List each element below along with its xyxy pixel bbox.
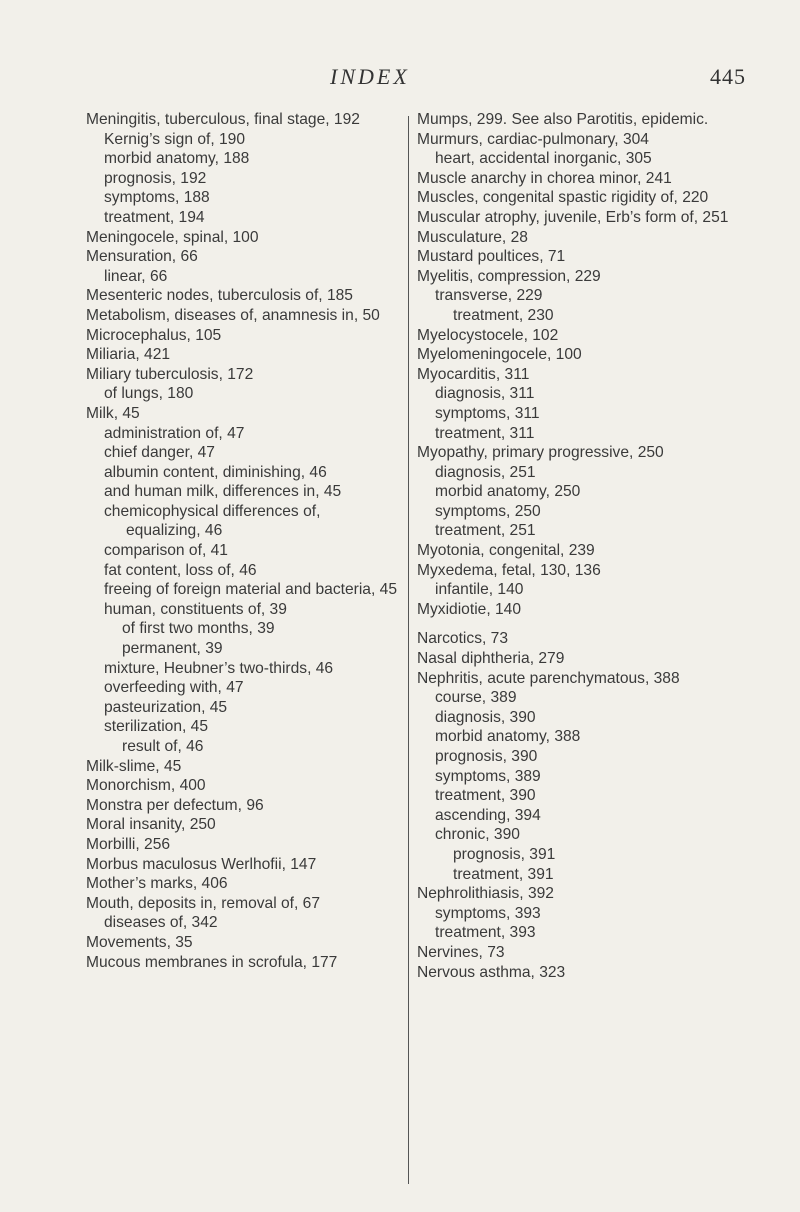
- index-subentry: chemicophysical differences of, equalizing, 46: [104, 502, 321, 540]
- index-subentry: prognosis, 390: [435, 748, 538, 765]
- index-entry: Miliary tuberculosis, 172: [86, 365, 254, 383]
- index-subentry: infantile, 140: [435, 581, 524, 599]
- index-entry: Nephrolithiasis, 392: [417, 885, 554, 903]
- index-subentry: diagnosis, 311: [435, 385, 535, 403]
- index-subentry: course, 389: [435, 689, 517, 707]
- index-entry: Mucous membranes in scrofula, 177: [86, 953, 338, 971]
- index-entry: Musculature, 28: [417, 228, 528, 246]
- index-subentry: morbid anatomy, 250: [435, 483, 581, 501]
- index-subentry: human, constituents of, 39: [104, 600, 287, 618]
- index-entry: Mumps, 299. See also Parotitis, epidemic.: [417, 111, 709, 128]
- index-subentry: morbid anatomy, 388: [435, 728, 581, 746]
- index-subentry: treatment, 194: [104, 208, 205, 226]
- index-subentry: symptoms, 389: [435, 767, 541, 785]
- index-entry: Metabolism, diseases of, anamnesis in, 50: [86, 306, 380, 324]
- index-subentry: chronic, 390: [435, 826, 520, 844]
- index-entry: Movements, 35: [86, 933, 193, 951]
- index-entry: Myelitis, compression, 229: [417, 267, 601, 285]
- index-entry: Narcotics, 73: [417, 630, 508, 648]
- page-header: [0, 62, 800, 92]
- index-entry: Myxidiotie, 140: [417, 600, 522, 618]
- index-subentry: pasteurization, 45: [104, 698, 228, 716]
- index-entry: Nervous asthma, 323: [417, 963, 566, 981]
- index-entry: Milk-slime, 45: [86, 757, 182, 775]
- index-entry: Muscles, congenital spastic rigidity of, 220: [417, 189, 709, 207]
- index-entry: Mother’s marks, 406: [86, 875, 228, 893]
- index-entry: Meningocele, spinal, 100: [86, 228, 259, 246]
- index-entry: Mensuration, 66: [86, 248, 198, 266]
- index-subentry: result of, 46: [122, 738, 204, 755]
- index-column-right: [417, 110, 729, 982]
- running-title: INDEX: [330, 64, 410, 89]
- index-column-left: [86, 110, 398, 972]
- index-subentry: transverse, 229: [435, 287, 543, 305]
- index-subentry: of lungs, 180: [104, 385, 194, 403]
- index-subentry: of first two months, 39: [122, 620, 275, 638]
- index-entry: Myocarditis, 311: [417, 365, 530, 383]
- index-entry: Microcephalus, 105: [86, 326, 222, 344]
- index-subentry: diagnosis, 390: [435, 708, 536, 726]
- index-entry: Nephritis, acute parenchymatous, 388: [417, 669, 680, 687]
- index-subentry: freeing of foreign material and bacteria, 45: [104, 581, 397, 599]
- index-entry: Myelocystocele, 102: [417, 326, 559, 344]
- column-divider: [408, 116, 409, 1184]
- index-subentry: albumin content, diminishing, 46: [104, 463, 327, 481]
- index-entry: Morbilli, 256: [86, 835, 171, 853]
- index-entry: Nasal diphtheria, 279: [417, 650, 565, 668]
- index-entry: Milk, 45: [86, 404, 140, 422]
- index-subentry: symptoms, 311: [435, 404, 540, 422]
- index-entry: Myxedema, fetal, 130, 136: [417, 561, 601, 579]
- index-subentry: diseases of, 342: [104, 914, 218, 932]
- index-subentry: symptoms, 393: [435, 904, 541, 922]
- index-entry: Murmurs, cardiac-pulmonary, 304: [417, 130, 649, 148]
- index-entry: Morbus maculosus Werlhofii, 147: [86, 855, 317, 873]
- index-subentry: diagnosis, 251: [435, 463, 536, 481]
- index-entry: Miliaria, 421: [86, 346, 171, 364]
- index-subentry: treatment, 393: [435, 924, 536, 942]
- index-subentry: symptoms, 250: [435, 502, 541, 520]
- index-entry: Monstra per defectum, 96: [86, 796, 264, 814]
- index-subentry: ascending, 394: [435, 806, 541, 824]
- index-subentry: treatment, 390: [435, 787, 536, 805]
- index-entry: Nervines, 73: [417, 943, 505, 961]
- index-subentry: overfeeding with, 47: [104, 679, 244, 697]
- index-subentry: treatment, 391: [453, 865, 554, 883]
- index-subentry: morbid anatomy, 188: [104, 150, 250, 168]
- index-subentry: and human milk, differences in, 45: [104, 483, 342, 501]
- index-subentry: fat content, loss of, 46: [104, 561, 257, 579]
- index-entry: Myopathy, primary progressive, 250: [417, 444, 664, 462]
- index-subentry: administration of, 47: [104, 424, 245, 442]
- index-subentry: linear, 66: [104, 267, 168, 285]
- index-entry: Mouth, deposits in, removal of, 67: [86, 894, 321, 912]
- index-entry: Monorchism, 400: [86, 777, 206, 795]
- index-entry: Myotonia, congenital, 239: [417, 542, 595, 560]
- index-entry: Moral insanity, 250: [86, 816, 216, 834]
- index-subentry: treatment, 311: [435, 424, 535, 442]
- index-entry: Mesenteric nodes, tuberculosis of, 185: [86, 287, 353, 305]
- index-subentry: heart, accidental inorganic, 305: [435, 150, 652, 168]
- index-subentry: prognosis, 192: [104, 169, 207, 187]
- index-subentry: treatment, 251: [435, 522, 536, 540]
- index-subentry: comparison of, 41: [104, 542, 228, 560]
- index-subentry: treatment, 230: [453, 306, 554, 324]
- index-entry: Meningitis, tuberculous, final stage, 192: [86, 111, 360, 128]
- index-subentry: prognosis, 391: [453, 845, 556, 863]
- page-number: 445: [710, 64, 746, 89]
- index-subentry: Kernig’s sign of, 190: [104, 130, 246, 148]
- index-subentry: permanent, 39: [122, 640, 223, 658]
- index-subentry: mixture, Heubner’s two-thirds, 46: [104, 659, 334, 677]
- index-subentry: chief danger, 47: [104, 444, 215, 462]
- index-subentry: symptoms, 188: [104, 189, 210, 207]
- index-subentry: sterilization, 45: [104, 718, 209, 736]
- index-entry: Mustard poultices, 71: [417, 248, 566, 266]
- index-entry: Muscular atrophy, juvenile, Erb’s form of, 251: [417, 208, 729, 226]
- index-entry: Myelomeningocele, 100: [417, 346, 582, 364]
- index-entry: Muscle anarchy in chorea minor, 241: [417, 169, 672, 187]
